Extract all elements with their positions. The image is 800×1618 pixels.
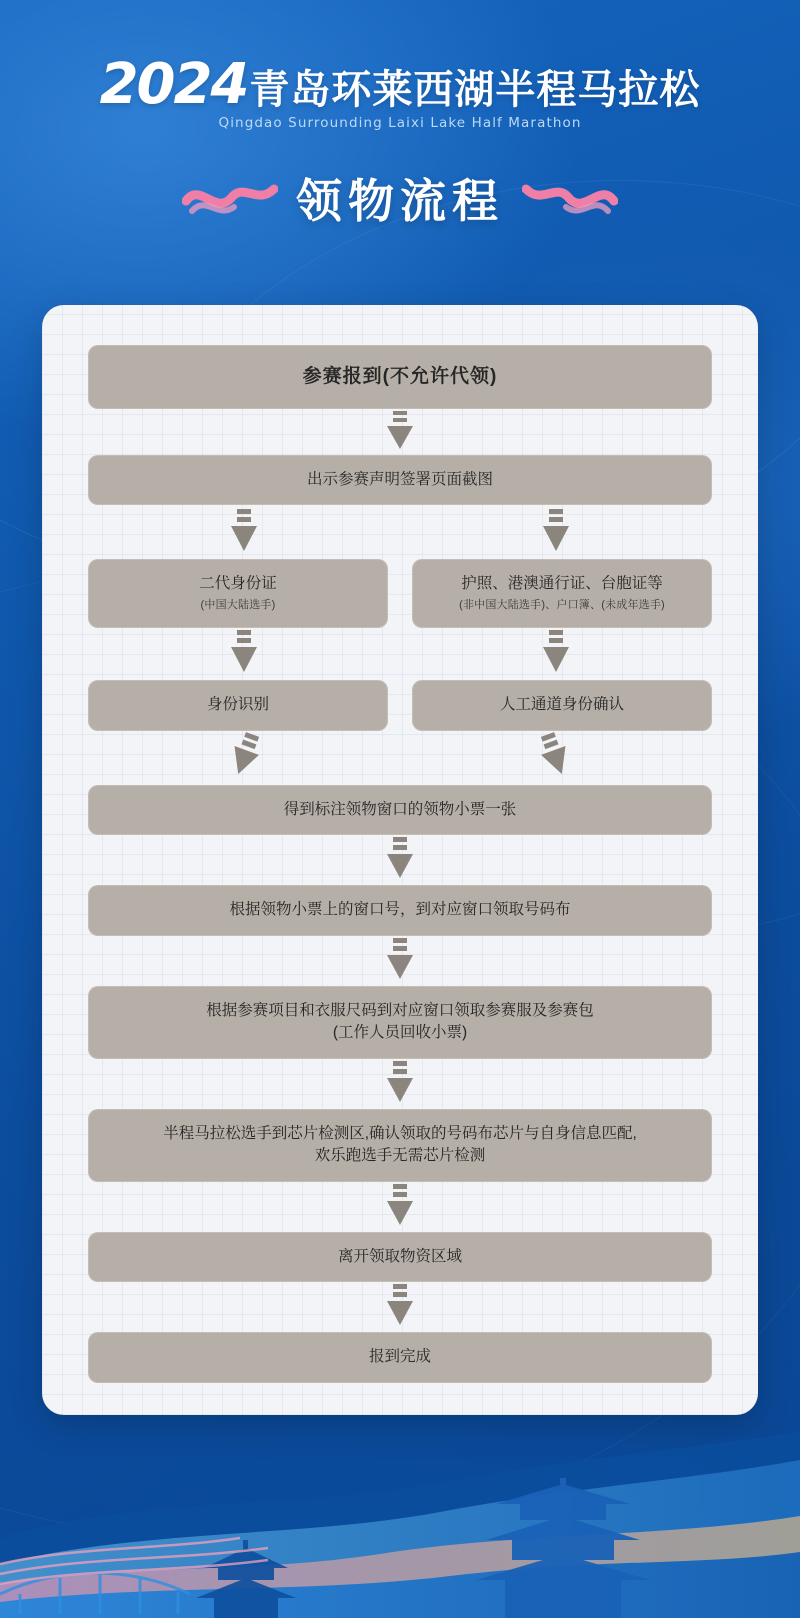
flow-arrow-3-left	[88, 628, 400, 680]
event-title-en: Qingdao Surrounding Laixi Lake Half Marathon	[218, 115, 582, 132]
flow-arrow-5	[88, 835, 712, 885]
flow-step-4-right: 人工通道身份确认	[412, 680, 712, 730]
flowchart-card	[42, 305, 758, 1415]
ribbon-right-icon	[522, 175, 618, 221]
flow-step-8	[88, 1109, 712, 1182]
bottom-scenery-illustration	[0, 1388, 800, 1618]
flow-step-5: 得到标注领物窗口的领物小票一张	[88, 785, 712, 835]
flow-step-8-title: 半程马拉松选手到芯片检测区,确认领取的号码布芯片与自身信息匹配,	[163, 1124, 637, 1142]
flow-arrow-8	[88, 1182, 712, 1232]
flow-step-3-right-note: (非中国大陆选手)、户口簿、(未成年选手)	[459, 599, 665, 612]
flow-step-7-title: 根据参赛项目和衣服尺码到对应窗口领取参赛服及参赛包	[206, 1001, 594, 1019]
flow-arrow-4-right	[400, 731, 712, 785]
flow-step-3-left	[88, 559, 388, 628]
section-title: 领物流程	[296, 175, 504, 228]
flow-step-9: 离开领取物资区域	[88, 1232, 712, 1282]
flow-arrow-7	[88, 1059, 712, 1109]
flow-step-3-right	[412, 559, 712, 628]
flow-step-3-left-title: 二代身份证	[199, 575, 277, 593]
flow-row-id-documents	[88, 559, 712, 628]
flow-step-6: 根据领物小票上的窗口号，到对应窗口领取号码布	[88, 885, 712, 935]
flow-arrow-merge	[88, 731, 712, 785]
event-title-row	[0, 52, 800, 117]
flow-arrow-2-left	[88, 505, 400, 559]
event-year: 2024	[99, 52, 248, 117]
flow-step-3-left-note: (中国大陆选手)	[200, 599, 276, 612]
flow-step-8-note: 欢乐跑选手无需芯片检测	[314, 1147, 486, 1165]
flow-step-10: 报到完成	[88, 1332, 712, 1382]
flow-arrow-9	[88, 1282, 712, 1332]
flow-step-3-right-title: 护照、港澳通行证、台胞证等	[461, 575, 663, 593]
flow-step-7-note: (工作人员回收小票)	[332, 1024, 468, 1042]
flow-arrow-row-2	[88, 628, 712, 680]
flow-arrow-4-left	[88, 731, 400, 785]
section-title-row	[0, 165, 800, 231]
event-title-cn: 青岛环莱西湖半程马拉松	[249, 68, 701, 113]
flow-step-2: 出示参赛声明签署页面截图	[88, 455, 712, 505]
flowchart	[88, 345, 712, 1383]
poster-header	[0, 0, 800, 231]
flow-arrow-2-right	[400, 505, 712, 559]
flow-row-identity-check	[88, 680, 712, 730]
flow-step-1: 参赛报到(不允许代领)	[88, 345, 712, 409]
flow-step-7	[88, 986, 712, 1059]
ribbon-left-icon	[182, 175, 278, 221]
flow-arrow-1	[88, 409, 712, 455]
flow-arrow-split	[88, 505, 712, 559]
flow-arrow-6	[88, 936, 712, 986]
flow-arrow-3-right	[400, 628, 712, 680]
flow-step-4-left: 身份识别	[88, 680, 388, 730]
